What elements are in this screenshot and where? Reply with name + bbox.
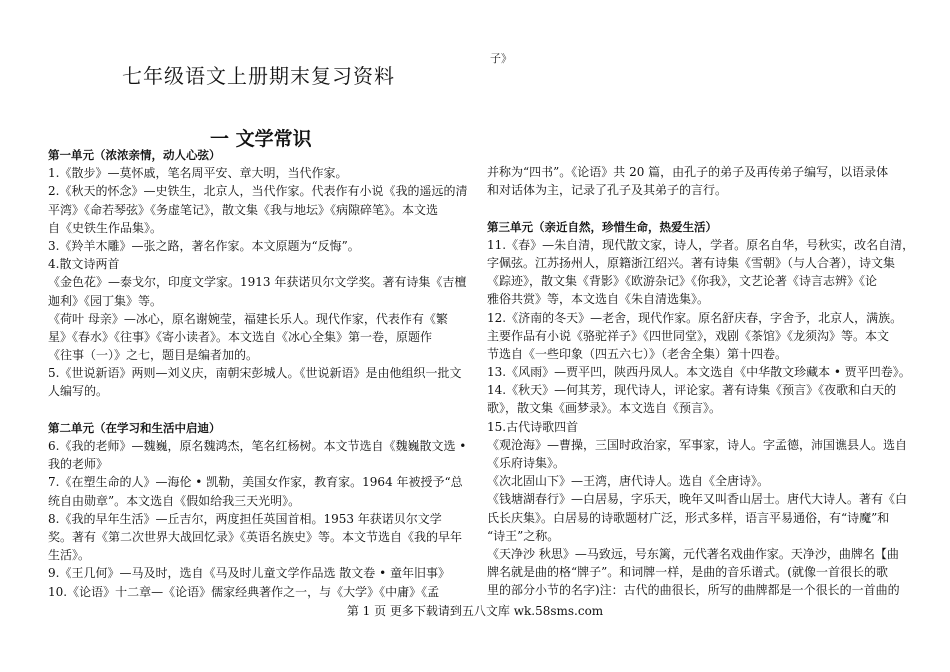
text-line: 8.《我的早年生活》—丘吉尔，两度担任英国首相。1953 年获诺贝尔文学 xyxy=(48,511,442,526)
text-line: 《观沧海》—曹操，三国时政治家，军事家，诗人。字孟德，沛国谯县人。选自 xyxy=(487,437,908,452)
text-line: 字佩弦。江苏扬州人，原籍浙江绍兴。著有诗集《雪朝》（与人合著），诗文集 xyxy=(487,255,896,270)
text-line: 平湾》《命若琴弦》《务虚笔记》，散文集《我与地坛》《病隙碎笔》。本文选 xyxy=(48,202,439,217)
text-line: 人编写的。 xyxy=(48,384,109,399)
text-line: 《次北固山下》—王湾，唐代诗人。选自《全唐诗》。 xyxy=(487,474,770,489)
text-line: 奖。著有《第二次世界大战回忆录》《英语名族史》等。本文节选自《我的早年 xyxy=(48,529,463,544)
text-line: 歌》，散文集《画梦录》。本文选自《预言》。 xyxy=(487,401,722,416)
text-line: 5.《世说新语》两则—刘义庆，南朝宋彭城人。《世说新语》是由他组织一批文 xyxy=(48,366,462,381)
text-line: 2.《秋天的怀念》—史铁生，北京人，当代作家。代表作有小说《我的遥远的清 xyxy=(48,184,468,199)
text-line: 统自由勋章”。本文选自《假如给我三天光明》。 xyxy=(48,493,301,508)
spacer xyxy=(48,401,468,419)
unit-heading: 第一单元（浓浓亲情，动人心弦） xyxy=(48,148,221,162)
text-line: 6.《我的老师》—魏巍，原名魏鸿杰，笔名红杨树。本文节选自《魏巍散文选 • xyxy=(48,439,467,453)
text-line: 《钱塘湖春行》—白居易，字乐天，晚年又叫香山居士。唐代大诗人。著有《白 xyxy=(487,492,908,507)
text-line: 雅俗共赏》等，本文选自《朱自清选集》。 xyxy=(487,292,710,307)
page-footer: 第 1 页 更多下载请到五八文库 wk.58sms.com xyxy=(346,604,604,618)
text-line: 11.《春》—朱自清，现代散文家，诗人，学者。原名自华，号秋实，改名自清， xyxy=(487,237,915,252)
text-line: 1.《散步》—莫怀戚，笔名周平安、章大明，当代作家。 xyxy=(48,166,348,181)
spacer xyxy=(487,199,917,217)
text-line: 9.《王几何》—马及时，选自《马及时儿童文学作品选 散文卷 • 童年旧事》 xyxy=(48,566,450,581)
text-line: 10.《论语》十二章—《论语》儒家经典著作之一，与《大学》《中庸》《孟 xyxy=(48,584,440,599)
unit-heading: 第二单元（在学习和生活中启迪） xyxy=(48,420,221,435)
text-line: 《金色花》—泰戈尔，印度文学家。1913 年获诺贝尔文学奖。著有诗集《吉檀 xyxy=(48,275,467,290)
text-line: 牌名就是曲的格“牌子”。和词牌一样，是曲的音乐谱式。(就像一首很长的歌 xyxy=(487,565,888,580)
text-line: 4.散文诗两首 xyxy=(48,257,120,272)
unit-heading: 第三单元（亲近自然，珍惜生命，热爱生活） xyxy=(487,219,717,234)
document-title: 七年级语文上册期末复习资料 xyxy=(122,64,395,88)
text-line: 我的老师》 xyxy=(48,457,109,472)
text-line: 自《史铁生作品集》。 xyxy=(48,220,163,235)
text-line: 主要作品有小说《骆驼祥子》《四世同堂》，戏剧《茶馆》《龙须沟》等。本文 xyxy=(487,328,890,343)
text-line: 和对话体为主，记录了孔子及其弟子的言行。 xyxy=(487,183,728,198)
text-line: 节选自《一些印象（四五六七）》（老舍全集）第十四卷。 xyxy=(487,346,788,361)
section-heading: 一 文学常识 xyxy=(210,128,312,150)
text-line: 14.《秋天》—何其芳，现代诗人，评论家。著有诗集《预言》《夜歌和白天的 xyxy=(487,383,897,398)
text-line: 《往事（一）》之七，题目是编者加的。 xyxy=(48,348,259,363)
text-line: 《乐府诗集》。 xyxy=(487,456,566,470)
text-line: 里的部分小节的名字)注：古代的曲很长，所写的曲牌都是一个很长的一首曲的 xyxy=(487,583,900,598)
text-line: 星》《春水》《往事》《寄小读者》。本文选自《冰心全集》第一卷，原题作 xyxy=(48,329,433,344)
text-line: 《天净沙 秋思》—马致远，号东篱，元代著名戏曲作家。天净沙，曲牌名【曲 xyxy=(487,546,899,561)
text-line: 《荷叶 母亲》—冰心，原名谢婉莹，福建长乐人。现代作家，代表作有《繁 xyxy=(48,311,448,326)
text-line: 生活》。 xyxy=(48,548,91,563)
right-column xyxy=(487,163,917,600)
text-line: 氏长庆集》。白居易的诗歌题材广泛，形式多样，语言平易通俗，有“诗魔”和 xyxy=(487,510,890,525)
text-line: 7.《在塑生命的人》—海伦 • 凯勒，美国女作家，教育家。1964 年被授予“总 xyxy=(48,475,463,490)
text-line: 12.《济南的冬天》—老舍，现代作家。原名舒庆春，字舍予，北京人，满族。 xyxy=(487,310,903,325)
text-line: “诗王”之称。 xyxy=(487,528,560,543)
text-line: 13.《风雨》—贾平凹，陕西丹凤人。本文选自《中华散文珍藏本 • 贾平凹卷》。 xyxy=(487,365,911,380)
text-line: 迦利》《园丁集》等。 xyxy=(48,293,163,308)
text-line: 15.古代诗歌四首 xyxy=(487,419,579,434)
left-column xyxy=(48,146,468,601)
corner-fragment: 子》 xyxy=(490,52,512,65)
text-line: 并称为“四书”。《论语》共 20 篇，由孔子的弟子及再传弟子编写，以语录体 xyxy=(487,165,889,179)
text-line: 《踪迹》，散文集《背影》《欧游杂记》《你我》，文艺论著《诗言志辨》《论 xyxy=(487,274,878,289)
text-line: 3.《羚羊木雕》—张之路，著名作家。本文原题为“反悔”。 xyxy=(48,238,360,253)
